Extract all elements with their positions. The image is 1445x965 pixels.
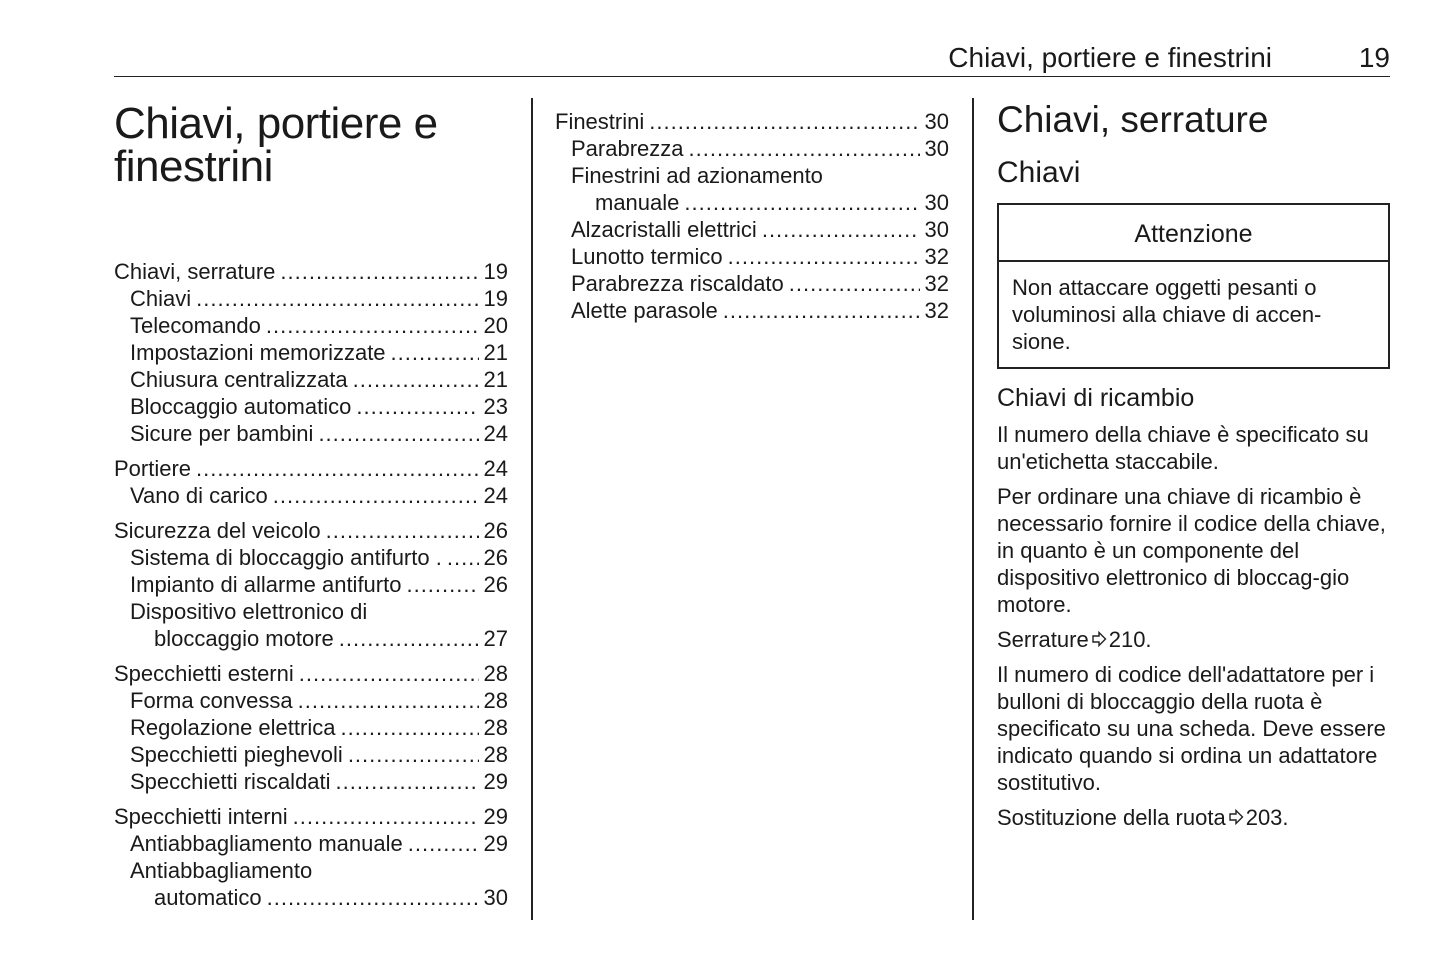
toc-label: Specchietti esterni: [114, 661, 294, 686]
toc-line: [571, 243, 949, 270]
toc-line: [130, 625, 508, 652]
dot-leader: [689, 135, 920, 162]
dot-leader: [339, 625, 479, 652]
arrow-right-icon: [1228, 804, 1244, 831]
toc-line: [130, 768, 508, 795]
toc-label: Chiavi, serrature: [114, 259, 276, 284]
dot-leader: [280, 258, 478, 285]
toc-entry[interactable]: [555, 135, 949, 162]
toc-page: 19: [483, 286, 508, 311]
dot-leader: [408, 830, 479, 857]
toc-label: Alette parasole: [571, 298, 718, 323]
dot-leader: [789, 270, 920, 297]
dot-leader: [391, 339, 479, 366]
toc-entry[interactable]: [114, 660, 508, 687]
arrow-right-icon: [1091, 626, 1107, 653]
toc-entry[interactable]: [555, 270, 949, 297]
toc-page: 26: [483, 518, 508, 543]
toc-line: [130, 420, 508, 447]
toc-line: [130, 687, 508, 714]
toc-line: [130, 598, 508, 625]
toc-label: Sicure per bambini: [130, 421, 314, 446]
toc-line: [130, 544, 508, 571]
cross-reference[interactable]: [997, 804, 1390, 831]
toc-entry[interactable]: [114, 830, 508, 857]
toc-page: 32: [924, 271, 949, 296]
toc-page: 28: [483, 661, 508, 686]
toc-page: 30: [924, 190, 949, 215]
dot-leader: [353, 366, 479, 393]
toc-entry[interactable]: [555, 297, 949, 324]
dot-leader: [406, 571, 478, 598]
toc-label: manuale: [595, 190, 680, 215]
toc-page: 28: [483, 742, 508, 767]
toc-label: Impianto di allarme antifurto: [130, 572, 402, 597]
toc-label: Parabrezza riscaldato: [571, 271, 784, 296]
dot-leader: [318, 420, 478, 447]
toc-page: 24: [483, 421, 508, 446]
toc-entry[interactable]: [114, 571, 508, 598]
cross-reference[interactable]: [997, 626, 1390, 653]
page-number: 19: [1358, 42, 1390, 73]
toc-line: [571, 189, 949, 216]
dot-leader: [267, 884, 479, 911]
dot-leader: [447, 544, 479, 571]
toc-entry[interactable]: [114, 312, 508, 339]
toc-label: Alzacristalli elettrici: [571, 217, 757, 242]
toc-entry[interactable]: [114, 857, 508, 911]
dot-leader: [728, 243, 920, 270]
toc-page: 21: [483, 340, 508, 365]
dot-leader: [273, 482, 479, 509]
toc-label: bloccaggio motore: [154, 626, 334, 651]
toc-page: 28: [483, 715, 508, 740]
toc-line: [130, 741, 508, 768]
section-title: Chiavi, serrature: [997, 99, 1269, 140]
toc-page: 29: [483, 769, 508, 794]
toc-entry[interactable]: [114, 455, 508, 482]
toc-page: 30: [924, 217, 949, 242]
toc-label: Chiusura centralizzata: [130, 367, 348, 392]
toc-label: Specchietti pieghevoli: [130, 742, 343, 767]
chapter-title: Chiavi, portiere e finestrini: [114, 99, 438, 191]
toc-page: 26: [483, 545, 508, 570]
toc-page: 20: [483, 313, 508, 338]
toc-line: [114, 660, 508, 687]
paragraph: Il numero di codice dell'adattatore per i bulloni di bloccaggio della ruota è specificato su una scheda. Deve essere indicato quando si ordina un adattatore sostitutivo.: [997, 662, 1386, 795]
toc-entry[interactable]: [114, 420, 508, 447]
dot-leader: [293, 803, 479, 830]
toc-page: 32: [924, 244, 949, 269]
header-title: Chiavi, portiere e finestrini: [948, 42, 1272, 73]
ref-text: Sostituzione della ruota: [997, 805, 1226, 830]
dot-leader: [326, 517, 479, 544]
toc-line: [130, 830, 508, 857]
toc-entry[interactable]: [114, 339, 508, 366]
toc-line: [114, 455, 508, 482]
toc-label: Specchietti interni: [114, 804, 288, 829]
toc-line: [571, 270, 949, 297]
toc-label: Sistema di bloccaggio antifurto .: [130, 545, 442, 570]
toc-line: [114, 517, 508, 544]
column-divider: [531, 98, 533, 920]
toc-line: [130, 393, 508, 420]
toc-line: [130, 312, 508, 339]
toc-label: Bloccaggio automatico: [130, 394, 352, 419]
dot-leader: [762, 216, 920, 243]
toc-label: Finestrini ad azionamento: [571, 163, 823, 188]
toc-line: [130, 366, 508, 393]
dot-leader: [684, 189, 919, 216]
toc-page: 29: [483, 831, 508, 856]
dot-leader: [298, 687, 479, 714]
toc-page: 27: [483, 626, 508, 651]
subsection-title: Chiavi di ricambio: [997, 384, 1195, 412]
toc-line: [130, 884, 508, 911]
page-header: [114, 40, 1390, 77]
warning-body: Non attaccare oggetti pesanti o voluminosi alla chiave di accen-sione.: [1012, 275, 1322, 354]
toc-entry[interactable]: [114, 687, 508, 714]
toc-entry[interactable]: [114, 544, 508, 571]
toc-left: [114, 258, 508, 911]
toc-page: 24: [483, 483, 508, 508]
toc-page: 29: [483, 804, 508, 829]
dot-leader: [266, 312, 479, 339]
toc-entry[interactable]: [114, 482, 508, 509]
toc-entry[interactable]: [114, 285, 508, 312]
warning-box: [997, 203, 1390, 369]
toc-label: Specchietti riscaldati: [130, 769, 331, 794]
toc-line: [571, 162, 949, 189]
toc-entry[interactable]: [114, 741, 508, 768]
toc-entry[interactable]: [114, 517, 508, 544]
toc-label: Parabrezza: [571, 136, 684, 161]
toc-label: Impostazioni memorizzate: [130, 340, 386, 365]
ref-page: 203.: [1245, 805, 1289, 830]
paragraph: Il numero della chiave è specificato su un'etichetta staccabile.: [997, 422, 1369, 474]
toc-label: Regolazione elettrica: [130, 715, 336, 740]
toc-entry[interactable]: [114, 768, 508, 795]
column-divider: [972, 98, 974, 920]
toc-entry[interactable]: [555, 243, 949, 270]
toc-line: [571, 135, 949, 162]
paragraph: Per ordinare una chiave di ricambio è necessario fornire il codice della chiave, in quanto è un componente del dispositivo elettronico di bloccag-gio motore.: [997, 484, 1386, 617]
toc-page: 19: [483, 259, 508, 284]
toc-page: 30: [924, 109, 949, 134]
toc-label: Forma convessa: [130, 688, 293, 713]
toc-entry[interactable]: [114, 714, 508, 741]
toc-page: 26: [483, 572, 508, 597]
toc-entry[interactable]: [114, 366, 508, 393]
toc-line: [114, 258, 508, 285]
toc-page: 23: [483, 394, 508, 419]
toc-entry[interactable]: [114, 598, 508, 652]
toc-label: automatico: [154, 885, 262, 910]
ref-page: 210.: [1108, 627, 1152, 652]
toc-line: [555, 108, 949, 135]
toc-line: [130, 714, 508, 741]
toc-page: 30: [924, 136, 949, 161]
toc-entry[interactable]: [555, 108, 949, 135]
toc-label: Lunotto termico: [571, 244, 723, 269]
toc-label: Finestrini: [555, 109, 645, 134]
toc-line: [130, 482, 508, 509]
toc-line: [114, 803, 508, 830]
toc-label: Telecomando: [130, 313, 261, 338]
toc-entry[interactable]: [114, 393, 508, 420]
dot-leader: [348, 741, 479, 768]
toc-line: [130, 339, 508, 366]
toc-line: [571, 297, 949, 324]
toc-label: Portiere: [114, 456, 192, 481]
toc-page: 24: [483, 456, 508, 481]
toc-line: [130, 571, 508, 598]
toc-entry[interactable]: [555, 162, 949, 216]
toc-label: Vano di carico: [130, 483, 268, 508]
toc-page: 21: [483, 367, 508, 392]
ref-text: Serrature: [997, 627, 1089, 652]
dot-leader: [336, 768, 479, 795]
dot-leader: [196, 285, 478, 312]
dot-leader: [340, 714, 478, 741]
dot-leader: [196, 455, 478, 482]
toc-label: Sicurezza del veicolo: [114, 518, 321, 543]
section-subtitle: Chiavi: [997, 156, 1081, 189]
toc-label: Antiabbagliamento: [130, 858, 313, 883]
toc-line: [571, 216, 949, 243]
dot-leader: [723, 297, 920, 324]
toc-page: 32: [924, 298, 949, 323]
toc-entry[interactable]: [114, 258, 508, 285]
toc-page: 30: [483, 885, 508, 910]
toc-line: [130, 285, 508, 312]
toc-line: [130, 857, 508, 884]
toc-label: Dispositivo elettronico di: [130, 599, 368, 624]
toc-page: 28: [483, 688, 508, 713]
toc-label: Antiabbagliamento manuale: [130, 831, 403, 856]
toc-entry[interactable]: [555, 216, 949, 243]
chapter-title-block: [114, 99, 454, 191]
toc-label: Chiavi: [130, 286, 192, 311]
section-content: [997, 99, 1390, 831]
dot-leader: [356, 393, 478, 420]
dot-leader: [299, 660, 479, 687]
toc-entry[interactable]: [114, 803, 508, 830]
warning-title: Attenzione: [999, 205, 1388, 262]
dot-leader: [649, 108, 919, 135]
toc-middle: [555, 108, 949, 324]
